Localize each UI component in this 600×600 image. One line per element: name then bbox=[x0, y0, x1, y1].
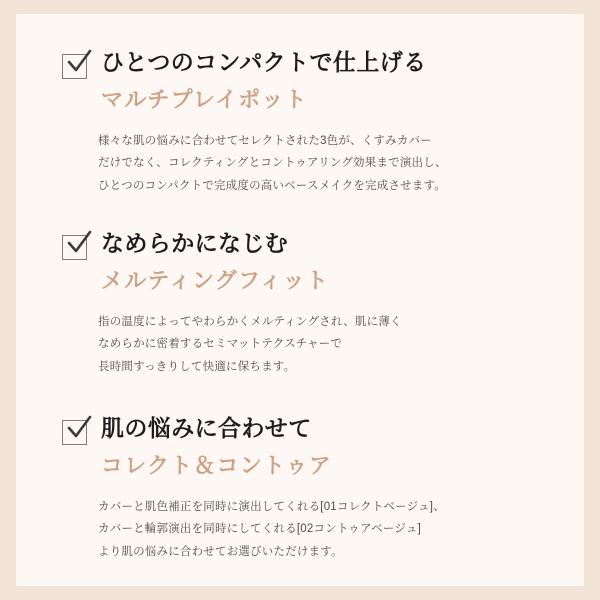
feature-header-2 bbox=[62, 229, 538, 297]
body-line: カバーと輪郭演出を同時にしてくれる[02コントゥアベージュ] bbox=[98, 523, 421, 536]
feature-titles-2 bbox=[101, 229, 538, 297]
body-line: カバーと肌色補正を同時に演出してくれる[01コレクトベージュ]、 bbox=[98, 500, 445, 513]
body-line: ひとつのコンパクトで完成度の高いベースメイクを完成させます。 bbox=[98, 179, 447, 192]
section-spacer bbox=[62, 404, 538, 414]
feature-title-main-3: 肌の悩みに合わせて bbox=[101, 415, 312, 442]
content-card bbox=[16, 14, 584, 586]
body-line: 指の温度によってやわらかくメルティングされ、肌に薄く bbox=[98, 315, 402, 328]
feature-body-2 bbox=[98, 311, 538, 378]
body-line: 長時間すっきりして快適に保ちます。 bbox=[98, 360, 296, 373]
feature-titles-3 bbox=[101, 414, 538, 482]
body-line: なめらかに密着するセミマットテクスチャーで bbox=[98, 338, 343, 351]
body-line: より肌の悩みに合わせてお選びいただけます。 bbox=[98, 545, 343, 558]
feature-section-3 bbox=[62, 414, 538, 563]
feature-title-sub-3: コレクト＆コントゥア bbox=[101, 452, 333, 478]
feature-title-sub-1: マルチプレイポット bbox=[101, 86, 308, 112]
feature-title-main-1: ひとつのコンパクトで仕上げる bbox=[101, 49, 427, 75]
feature-section-1 bbox=[62, 48, 538, 197]
feature-title-sub-2: メルティングフィット bbox=[101, 267, 330, 293]
body-line: 様々な肌の悩みに合わせてセレクトされた3色が、くすみカバー bbox=[98, 134, 432, 147]
feature-header-1 bbox=[62, 48, 538, 116]
body-line: だけでなく、コレクティングとコントゥアリング効果まで演出し、 bbox=[98, 157, 447, 170]
feature-body-3 bbox=[98, 496, 538, 563]
feature-titles-1 bbox=[101, 48, 538, 116]
feature-body-1 bbox=[98, 130, 538, 197]
check-icon bbox=[62, 235, 87, 260]
feature-section-2 bbox=[62, 229, 538, 378]
check-icon bbox=[62, 54, 87, 79]
feature-header-3 bbox=[62, 414, 538, 482]
check-icon bbox=[62, 420, 87, 445]
feature-title-main-2: なめらかになじむ bbox=[101, 230, 289, 257]
